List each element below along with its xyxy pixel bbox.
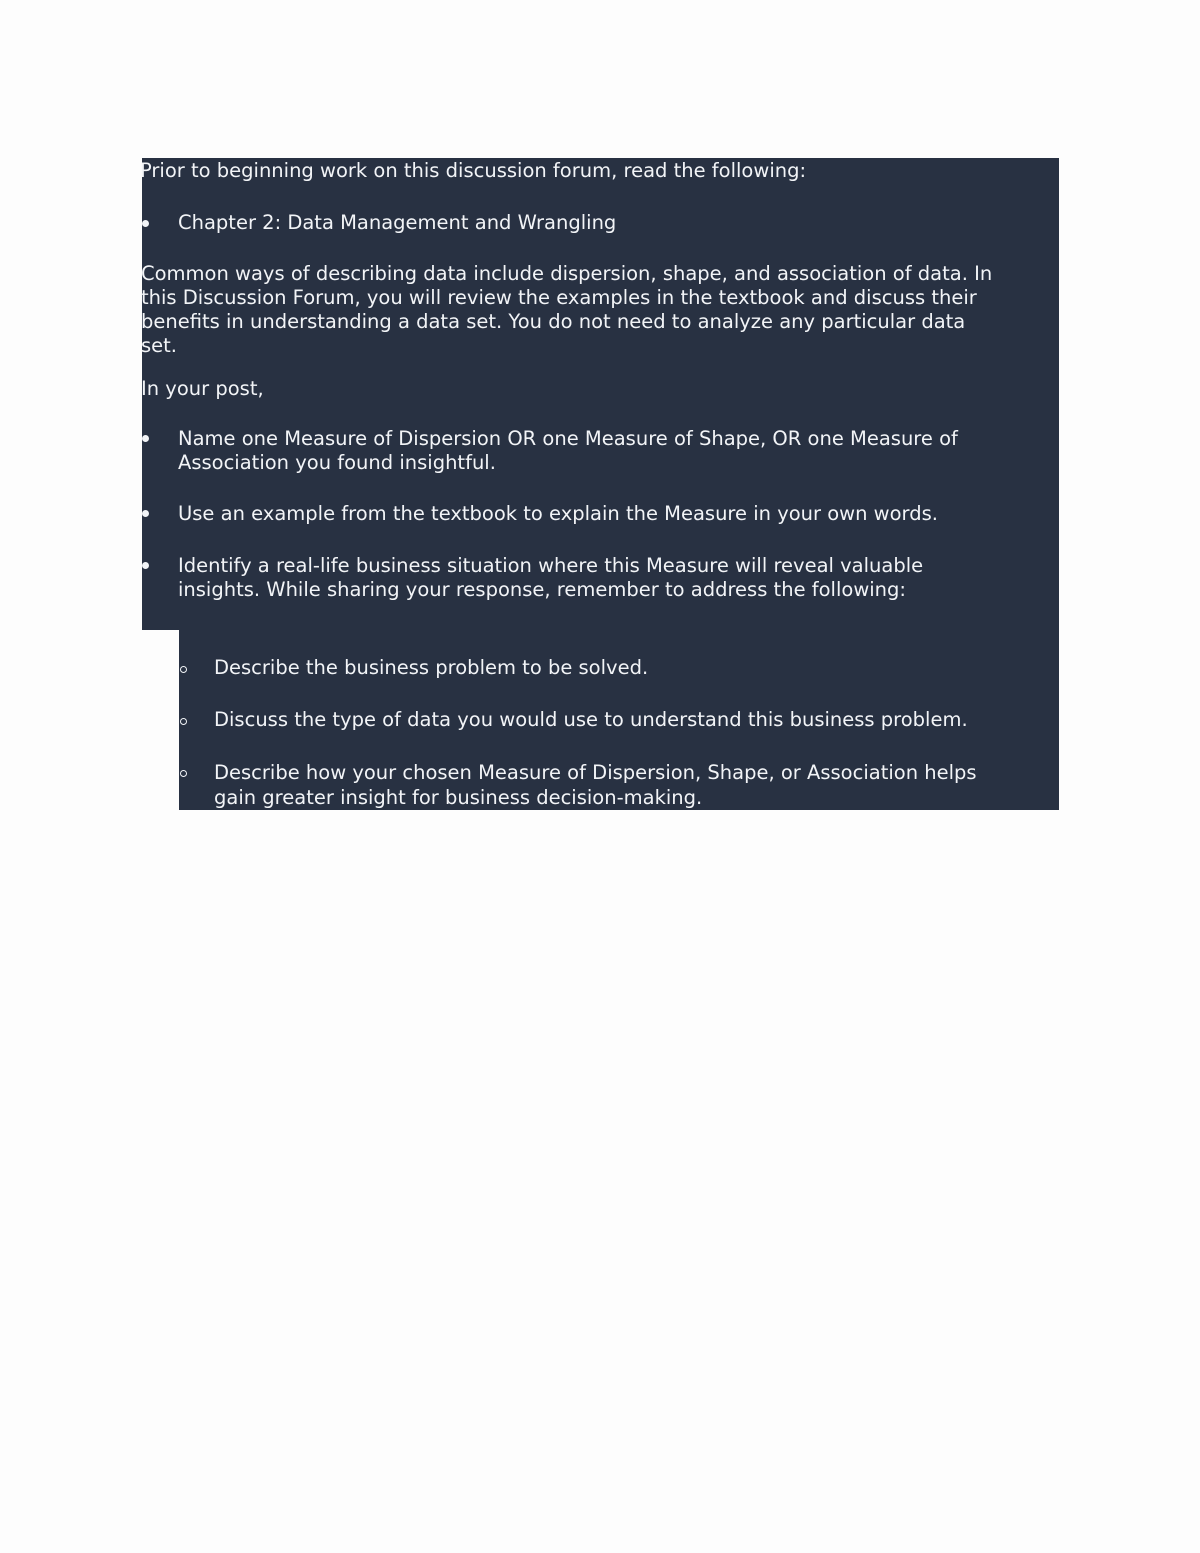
intro-text: Prior to beginning work on this discussion forum, read the following: <box>140 159 807 182</box>
sub-item-line: Discuss the type of data you would use to understand this business problem. <box>214 708 968 731</box>
sub-item-line: Describe how your chosen Measure of Dispersion, Shape, or Association helps <box>214 761 977 784</box>
post-item-line: Name one Measure of Dispersion OR one Measure of Shape, OR one Measure of <box>178 427 958 450</box>
sub-item-line: gain greater insight for business decision-making. <box>214 786 703 809</box>
description-line: Common ways of describing data include dispersion, shape, and association of data. In <box>141 262 993 285</box>
circle-bullet-icon <box>180 666 187 673</box>
reading-item: Chapter 2: Data Management and Wrangling <box>178 211 617 234</box>
circle-bullet-icon <box>180 718 187 725</box>
circle-bullet-icon <box>180 770 187 777</box>
bullet-icon <box>142 510 149 517</box>
sub-item-line: Describe the business problem to be solved. <box>214 656 649 679</box>
bullet-icon <box>142 435 149 442</box>
post-item-line: Association you found insightful. <box>178 451 496 474</box>
description-line: set. <box>141 334 178 357</box>
post-item-line: Use an example from the textbook to explain the Measure in your own words. <box>178 502 938 525</box>
post-item-line: Identify a real-life business situation where this Measure will reveal valuable <box>178 554 924 577</box>
description-line: this Discussion Forum, you will review the examples in the textbook and discuss their <box>141 286 977 309</box>
bullet-icon <box>142 220 149 227</box>
post-intro-text: In your post, <box>141 377 264 400</box>
post-item-line: insights. While sharing your response, remember to address the following: <box>178 578 906 601</box>
description-line: benefits in understanding a data set. You do not need to analyze any particular data <box>141 310 966 333</box>
bullet-icon <box>142 562 149 569</box>
